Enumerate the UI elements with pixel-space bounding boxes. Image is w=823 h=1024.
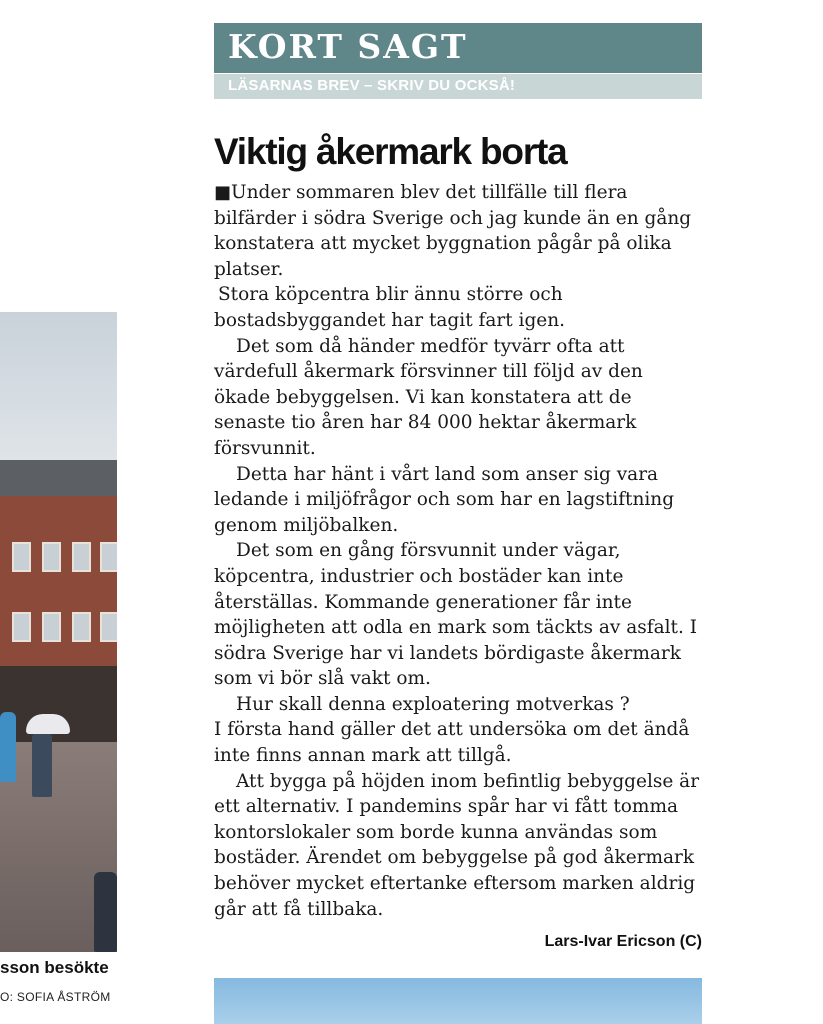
article-headline: Viktig åkermark borta [214,131,567,172]
section-header [214,23,702,73]
photo-window [12,612,31,642]
section-subheader [214,74,702,99]
section-subtitle: LÄSARNAS BREV – SKRIV DU OCKSÅ! [228,77,516,94]
article-body [214,180,704,922]
photo-window [72,612,91,642]
article-paragraph: Det som då händer medför tyvärr ofta att värdefull åkermark försvinner till följd av den ökade bebyggelsen. Vi kan konstatera att de senaste tio åren har 84 000 hektar åkermark försvunnit. [214,335,643,459]
photo-window [42,542,61,572]
photo-window [12,542,31,572]
adjacent-caption: sson besökte [0,958,109,977]
photo-person [0,712,16,782]
adjacent-photo-credit: O: SOFIA ÅSTRÖM [0,990,111,1004]
article-paragraph: Detta har hänt i vårt land som anser sig vara ledande i miljöfrågor och som har en lagstiftning genom miljöbalken. [214,463,675,536]
adjacent-photo [0,312,117,952]
photo-window [100,542,117,572]
photo-roof [0,460,117,496]
article-paragraph: Att bygga på höjden inom befintlig bebyggelse är ett alternativ. I pandemins spår har vi fått tomma kontorslokaler som borde kunna användas som bostäder. Ärendet om bebyggelse på god åkermark behöver mycket eftertanke eftersom marken aldrig går att få tillbaka. [214,770,700,920]
photo-sky [0,312,117,462]
next-article-image [214,978,702,1024]
article-signature: Lars-Ivar Ericson (C) [544,933,702,950]
section-title: KORT SAGT [228,27,468,66]
photo-window [42,612,61,642]
photo-window [72,542,91,572]
article-paragraph: I första hand gäller det att undersöka om det ändå inte finns annan mark att tillgå. [214,719,690,767]
article-paragraph: Hur skall denna exploatering motverkas ? [236,693,630,715]
article-paragraph: Det som en gång försvunnit under vägar, köpcentra, industrier och bostäder kan inte återställas. Kommande generationer får inte möjligheten att odla en mark som täckts av asfalt. I södra Sverige har vi landets bördigaste åkermark som vi bör slå vakt om. [214,540,698,690]
photo-umbrella [26,714,70,734]
article-paragraph: ■ Under sommaren blev det tillfälle till flera bilfärder i södra Sverige och jag kunde än en gång konstatera att mycket byggnation pågår på olika platser. [214,180,704,282]
photo-person [94,872,117,952]
photo-window [100,612,117,642]
photo-person [32,732,52,797]
article-paragraph: Stora köpcentra blir ännu större och bostadsbyggandet har tagit fart igen. [214,284,566,331]
photo-building-wall [0,496,117,666]
